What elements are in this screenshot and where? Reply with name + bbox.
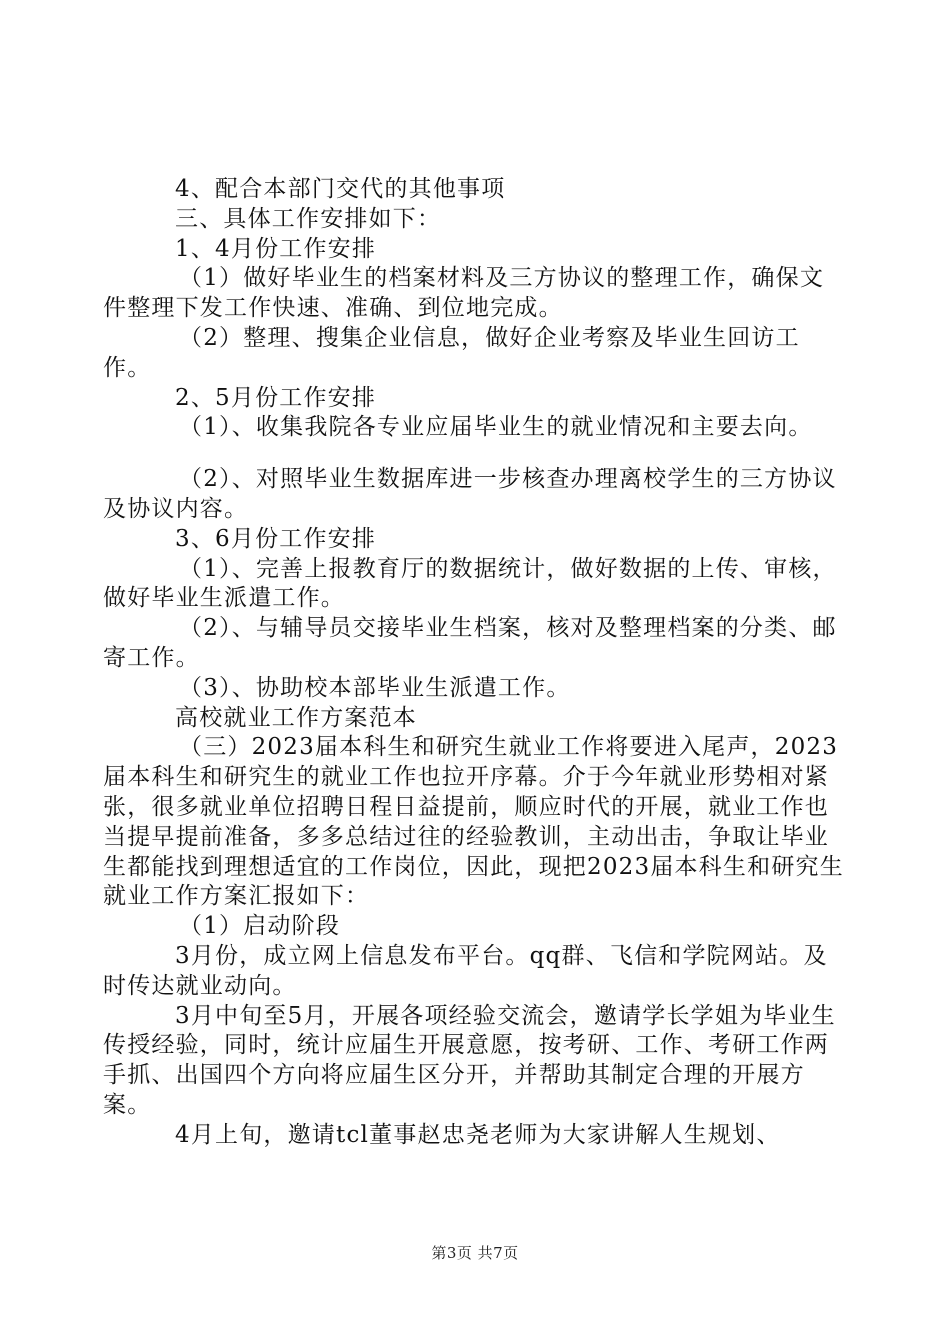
june-task-3: （3）、协助校本部毕业生派遣工作。 <box>179 674 571 701</box>
paragraph-item-4: 4、配合本部门交代的其他事项 <box>175 176 506 202</box>
june-task-2: （2）、与辅导员交接毕业生档案，核对及整理档案的分类、邮寄工作。 <box>103 615 837 671</box>
subheading-may: 2、5月份工作安排 <box>175 384 377 411</box>
may-task-2: （2）、对照毕业生数据库进一步核查办理离校学生的三方协议及协议内容。 <box>103 466 837 522</box>
subheading-june: 3、6月份工作安排 <box>175 525 377 552</box>
page-footer: 第3页 共7页 <box>431 1244 519 1262</box>
intro-paragraph: （三）2023届本科生和研究生就业工作将要进入尾声，2023届本科生和研究生的就业工作也拉开序幕。介于今年就业形势相对紧张，很多就业单位招聘日程日益提前，顺应时代的开展，就业工作也当提早提前准备，多多总结过往的经验教训，主动出击，争取让毕业生都能找到理想适宜的工作岗位，因此，现把2023届本科生和研究生就业工作方案汇报如下： <box>103 734 844 910</box>
may-task-1: （1）、收集我院各专业应届毕业生的就业情况和主要去向。 <box>179 414 813 441</box>
april-task-2: （2）整理、搜集企业信息，做好企业考察及毕业生回访工作。 <box>103 324 800 381</box>
april-task-1: （1）做好毕业生的档案材料及三方协议的整理工作，确保文件整理下发工作快速、准确、到位地完成。 <box>103 265 825 322</box>
phase-heading: （1）启动阶段 <box>179 913 341 940</box>
document-body <box>103 175 848 1151</box>
document-subtitle: 高校就业工作方案范本 <box>175 704 417 731</box>
subheading-april: 1、4月份工作安排 <box>175 235 377 262</box>
section-heading-3: 三、具体工作安排如下： <box>175 205 442 232</box>
march-paragraph: 3月份，成立网上信息发布平台。qq群、飞信和学院网站。及时传达就业动向。 <box>103 942 828 999</box>
mid-march-paragraph: 3月中旬至5月，开展各项经验交流会，邀请学长学姐为毕业生传授经验，同时，统计应届生开展意愿，按考研、工作、考研工作两手抓、出国四个方向将应届生区分开，并帮助其制定合理的开展方案。 <box>103 1002 836 1118</box>
june-task-1: （1）、完善上报教育厅的数据统计，做好数据的上传、审核，做好毕业生派遣工作。 <box>103 555 837 612</box>
early-april-paragraph: 4月上旬，邀请tcl董事赵忠尧老师为大家讲解人生规划、 <box>175 1121 781 1148</box>
